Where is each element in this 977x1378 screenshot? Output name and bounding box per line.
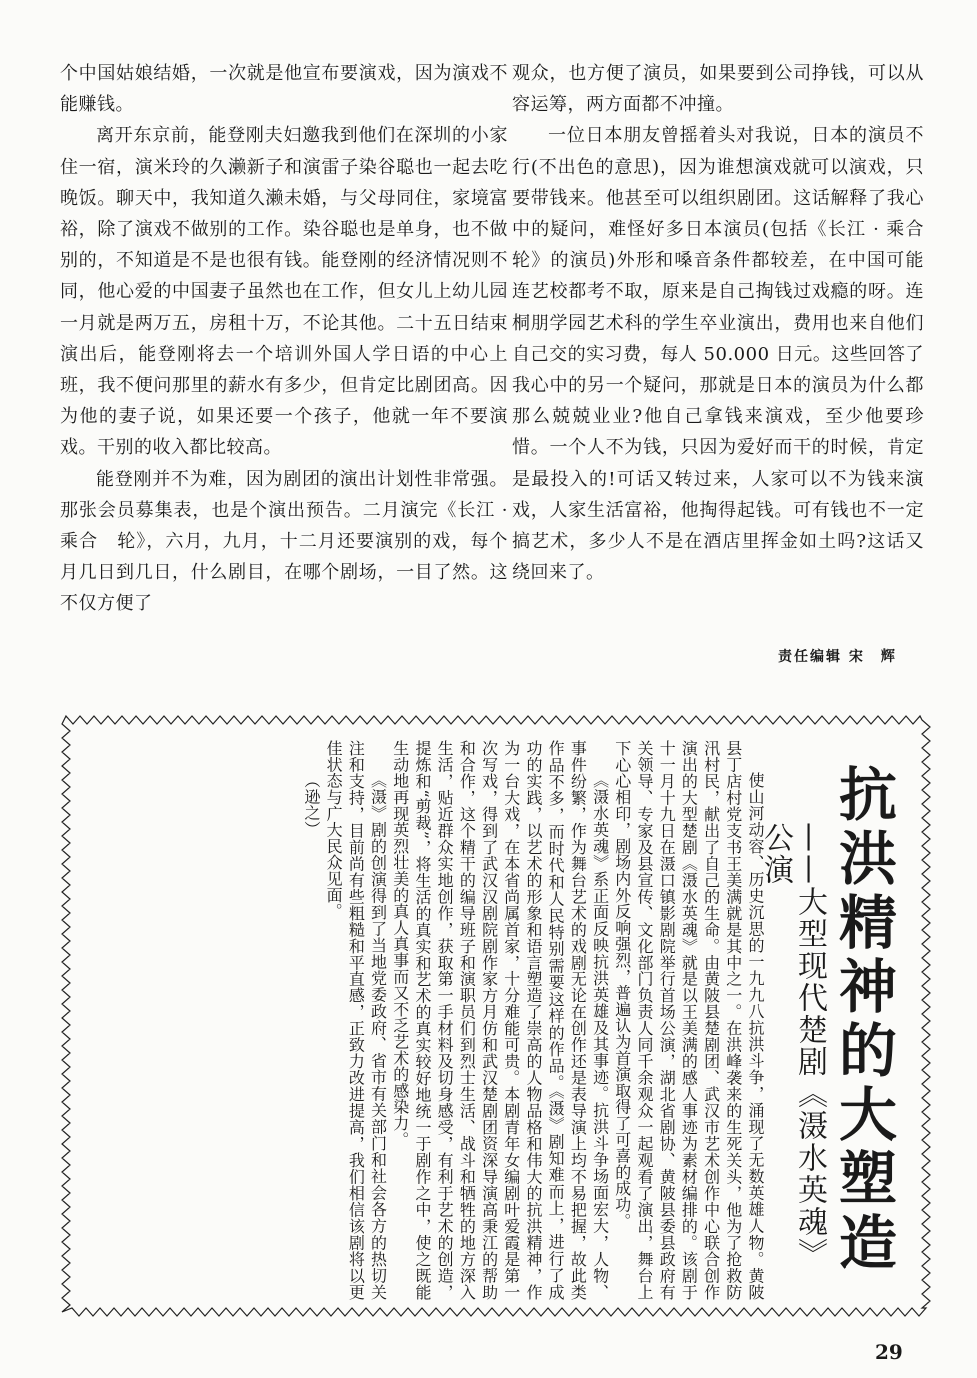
feature-paragraph-3: 《滠》剧的创演得到了当地党委政府、省市有关部门和社会各方的热切关注和支持，目前尚有些粗糙和平直感，正致力改进提高，我们相信该剧将以更佳状态与广大民众见面。 [324, 740, 388, 1300]
page-number: 29 [875, 1340, 903, 1364]
right-paragraph-1: 观众，也方便了演员，如果要到公司挣钱，可以从容运筹，两方面都不冲撞。 [512, 63, 924, 116]
right-column [512, 58, 943, 588]
left-column [60, 58, 508, 620]
feature-paragraph-1: 使山河动容、历史沉思的一九九八抗洪斗争，涌现了无数英雄人物。黄陂县丁店村党支书王美满就是其中之一。在洪峰袭来的生死关头，他为了抢救防汛村民，献出了自己的生命。由黄陂县楚剧团、武汉市艺术创作中心联合创作演出的大型楚剧《滠水英魂》就是以王美满的感人事迹为素材编排的。该剧于十一月十九日在滠口镇影剧院举行首场公演，湖北省剧协、黄陂县委县政府有关领导、专家及县宣传、文化部门负责人同千余观众一起观看了演出，舞台上下心心相印，剧场内外反响强烈，普遍认为首演取得了可喜的成功。 [612, 740, 765, 1300]
right-paragraph-2: 一位日本朋友曾摇着头对我说，日本的演员不行(不出色的意思)，因为谁想演戏就可以演戏，只要带钱来。他甚至可以组织剧团。这话解释了我心中的疑问，难怪好多日本演员(包括《长江 · 乘合 轮》的演员)外形和嗓音条件都较差，在中国可能连艺校都考不取，原来是自己掏钱过戏瘾的呀。连桐朋学园艺术科的学生卒业演出，费用也来自他们自己交的实习费，每人 50.000 日元。这些回答了我心中的另一个疑问，那就是日本的演员为什么都那么兢兢业业?他自己拿钱来演戏，至少他要珍惜。一个人不为钱，只因为爱好而干的时候，肯定是最投入的!可话又转过来，人家可以不为钱来演戏，人家生活富裕，他掏得起钱。可有钱也不一定搞艺术，多少人不是在酒店里挥金如土吗?这话又绕回来了。 [512, 125, 943, 584]
feature-title: 抗洪精神的大塑造 [829, 764, 897, 1276]
left-paragraph-2: 离开东京前，能登刚夫妇邀我到他们在深圳的小家住一宿，演米玲的久濑新子和演雷子染谷聪也一起去吃晚饭。聊天中，我知道久濑未婚，与父母同住，家境富裕，除了演戏不做别的工作。染谷聪也是单身，也不做别的，不知道是不是也很有钱。能登刚的经济情况则不同，他心爱的中国妻子虽然也在工作，但女儿上幼儿园一月就是两万五，房租十万，不论其他。二十五日结束演出后，能登刚将去一个培训外国人学日语的中心上班，我不便问那里的薪水有多少，但肯定比剧团高。因为他的妻子说，如果还要一个孩子，他就一年不要演戏。干别的收入都比较高。 [60, 125, 508, 459]
feature-subtitle: ——大型现代楚剧《滠水英魂》公演 [758, 822, 827, 1270]
left-paragraph-3: 能登刚并不为难，因为剧团的演出计划性非常强。那张会员募集表，也是个演出预告。二月演完《长江 · 乘合 轮》，六月，九月，十二月还要演别的戏，每个月几日到几日，什么剧目，在哪个剧场，一目了然。这不仅方便了 [60, 468, 508, 615]
feature-box [58, 712, 934, 1320]
feature-author: （逊之） [301, 772, 321, 838]
editor-credit: 责任编辑 宋 辉 [778, 649, 897, 665]
left-paragraph-1: 个中国姑娘结婚，一次就是他宣布要演戏，因为演戏不能赚钱。 [60, 63, 508, 116]
feature-paragraph-2: 《滠水英魂》系正面反映抗洪英雄及其事迹。抗洪斗争场面宏大，人物、事件纷繁，作为舞台艺术的戏剧无论在创作还是表导演上均不易把握，故此类作品不多，而时代和人民特别需要这样的作品。《滠》剧知难而上，进行了成功的实践，以艺术的形象和语言塑造了崇高的人物品格和伟大的抗洪精神，作为一台大戏，在本省尚属首家，十分难能可贵。本剧青年女编剧叶爱霞是第一次写戏，得到了武汉汉剧院剧作家方月仿和武汉楚剧团资深导演高秉江的帮助和合作，这个精干的编导班子和演职员们到烈士生活、战斗和牺牲的地方深入生活，贴近群众实地创作，获取第一手材料及切身感受，有利于艺术的创造，提炼和“剪裁”，将生活的真实和艺术的真实较好地统一于剧作之中，使之既能生动地再现英烈壮美的真人真事而又不乏艺术的感染力。 [390, 740, 610, 1300]
feature-body [126, 740, 766, 1300]
